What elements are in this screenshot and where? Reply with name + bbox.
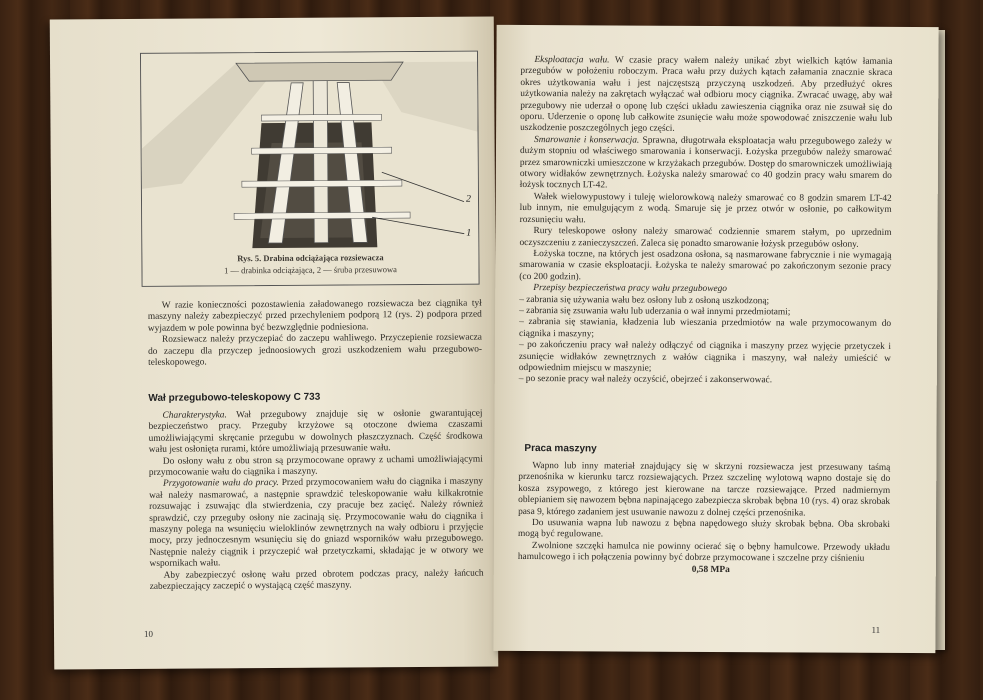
paragraph: Do usuwania wapna lub nawozu z bębna napędowego służy skrobak bębna. Oba skrobaki mogą być regulowane.: [517, 518, 891, 540]
paragraph-body: Sprawna, długotrwała eksploatacja wału przegubowego zależy w dużym stopniu od właściwego smarowania i konserwacji. Łożyska przegubów należy smarować przez smarowniczki umieszczone w krzyżakach przegubów. Dostęp do smarowniczek umożliwiają otwory widłaków zewnętrznych. Łożyska należy smarować co 40 godzin pracy wału smarem do łożysk tocznych LT-42.: [519, 135, 893, 191]
paragraph: Rozsiewacz należy przyczepiać do zaczepu wahliwego. Przyczepienie rozsiewacza do zaczepu dla przyczep jednoosiowych grozi uszkodzeniem wału przegubowo-teleskopowego.: [148, 332, 483, 368]
paragraph-lead: Przygotowanie wału do pracy.: [162, 478, 279, 490]
paragraph-lead: Eksploatacja wału.: [534, 55, 610, 66]
right-text-block-1: [519, 55, 893, 388]
rules-list: [519, 295, 891, 388]
left-text-block-1: [148, 299, 482, 370]
paragraph-lead: Smarowanie i konserwacja.: [534, 134, 640, 146]
figure-caption-title: Rys. 5. Drabina odciążająca rozsiewacza: [237, 252, 384, 264]
paragraph-body: W czasie pracy wałem należy unikać zbyt wielkich kątów łamania przegubów w położeniu roboczym. Praca wału przy dużych kątach załamania znacznie skraca okres użytkowania wału i jest najczęstszą przyczyną uszkodzeń. Aby przedłużyć okres użytkowania należy na zakrętach wyłączać wał odbioru mocy ciągnika. Zwracać uwagę, aby wał przegubowy nie uderzał o oponę lub części układu zawieszenia ciągnika oraz nie zsuwał się do oporu. Uderzenie o oponę lub całkowite zsunięcie wału może spowodować zniszczenie wału lub uszkodzenie poszczególnych jego części.: [520, 55, 893, 135]
list-item: – zabrania się zsuwania wału lub uderzania o wał innymi przedmiotami;: [519, 305, 791, 318]
section-heading: Praca maszyny: [524, 442, 597, 455]
left-page: [50, 16, 499, 669]
paragraph: [520, 55, 892, 137]
list-item: – zabrania się używania wału bez osłony lub z osłoną uszkodzoną;: [519, 294, 770, 306]
list-item: – zabrania się stawiania, kładzenia lub wieszania przedmiotów na wale przymocowanym do ciągnika i maszyny;: [518, 317, 892, 340]
paragraph: [520, 135, 892, 194]
paragraph-body: Wał przegubowy znajduje się w osłonie gwarantującej bezpieczeństwo pracy. Przeguby krzyżowe są otoczone dwiema czaszami umożliwiającymi skręcanie przegubu w dowolnych płaszczyznach. Część środkowa wału jest osłonięta rurami, które umożliwiają przesuwanie wału.: [148, 408, 483, 456]
paragraph: [149, 477, 484, 571]
paragraph-body: Przed przymocowaniem wału do ciągnika i maszyny wał należy nasmarować, a następnie sprawdzić teleskopowanie wału kilkakrotnie rozsuwając i zsuwając dla stwierdzenia, czy pracuje bez zacięć. Należy również sprawdzić, czy przeguby osłony nie zacinają się. Przymocowanie wału do ciągnika i maszyny polega na wsunięciu wieloklinów zewnętrznych na wały odbioru i przyjęcie mocy, przy jednoczesnym wsunięciu się do gniazd wsporników wału przegubowego. Następnie należy ciągnik i przyczepić wał przetyczkami, składając je w otwory we wspornikach wału.: [149, 476, 484, 570]
figure-caption-legend: 1 — drabinka odciążająca, 2 — śruba przesuwowa: [224, 264, 397, 276]
paragraph: Aby zabezpieczyć osłonę wału przed obrotem podczas pracy, należy łańcuch zabezpieczający zaczepić o wystającą część maszyny.: [149, 568, 484, 592]
paragraph: Wałek wielowypustowy i tuleję wielorowkową należy smarować co 8 godzin smarem LT-42 lub innym, nie emulgującym z wodą. Smaruje się je przez otwór w osłonie, po całkowitym rozsunięciu wału.: [519, 191, 892, 226]
page-number-left: 10: [143, 628, 154, 639]
paragraph: Rury teleskopowe osłony należy smarować codziennie smarem stałym, po uprzednim oczyszczeniu z zanieczyszczeń. Zaleca się ponadto smarowanie łożysk przegubów osłony.: [519, 226, 892, 250]
paragraph: Łożyska toczne, na których jest osadzona osłona, są nasmarowane fabrycznie i nie wymagają smarowania w czasie eksploatacji. Łożyska te należy smarować po zakończonym sezonie pracy (co 200 godzin).: [519, 248, 892, 283]
section-heading: Wał przegubowo-teleskopowy C 733: [148, 391, 321, 404]
figure-label-1: 1: [466, 227, 472, 239]
rules-title: Przepisy bezpieczeństwa pracy wału przegubowego: [533, 283, 728, 295]
right-text-block-2: [518, 461, 891, 577]
paragraph-lead: Charakterystyka.: [162, 410, 227, 421]
list-item: – po sezonie pracy wał należy oczyścić, obejrzeć i zakonserwować.: [518, 374, 773, 386]
figure-ladder: [140, 51, 480, 287]
left-text-block-2: [148, 409, 483, 594]
pressure-value: 0,58 MPa: [691, 564, 730, 575]
paragraph: Zwolnione szczęki hamulca nie powinny ocierać się o bębny hamulcowe. Przewody układu hamulcowego i ich połączenia powinny być dobrze przymocowane i szczelne przy ciśnieniu: [517, 540, 890, 565]
paragraph: [148, 409, 482, 457]
paragraph: W razie konieczności pozostawienia załadowanego rozsiewacza bez ciągnika tył maszyny należy zabezpieczyć przed przechyleniem podporą 12 (rys. 2) podpora przed wyjazdem w pole powinna być bezwzględnie podniesiona.: [147, 298, 482, 334]
right-page: [493, 25, 938, 653]
ladder-illustration: [141, 52, 479, 286]
paragraph: Wapno lub inny materiał znajdujący się w skrzyni rozsiewacza jest przesuwany taśmą przenośnika w kierunku tarcz rozsiewających. Przez szczelinę wylotową wapno dostaje się do kosza zsypowego, z którego jest kierowane na tarcze rozsiewające. Przed nadmiernym oblepianiem się nawozem bębna napinającego zabezpiecza skrobak bębna 10 (rys. 4) oraz skrobak pasa 9, którego zadaniem jest usuwanie nawozu z dolnej części przenośnika.: [518, 461, 891, 519]
page-number-right: 11: [871, 624, 881, 635]
paragraph: Do osłony wału z obu stron są przymocowane oprawy z uchami umożliwiającymi przymocowanie wału do ciągnika i maszyny.: [148, 454, 483, 478]
list-item: – po zakończeniu pracy wał należy odłączyć od ciągnika i maszyny przez wyjęcie przetyczek i zsunięcie widłaków zewnętrznych z wałów ciągnika i maszyny, wał należy umieścić w odpowiednim miejscu w maszynie;: [518, 340, 891, 374]
figure-label-2: 2: [465, 193, 472, 205]
